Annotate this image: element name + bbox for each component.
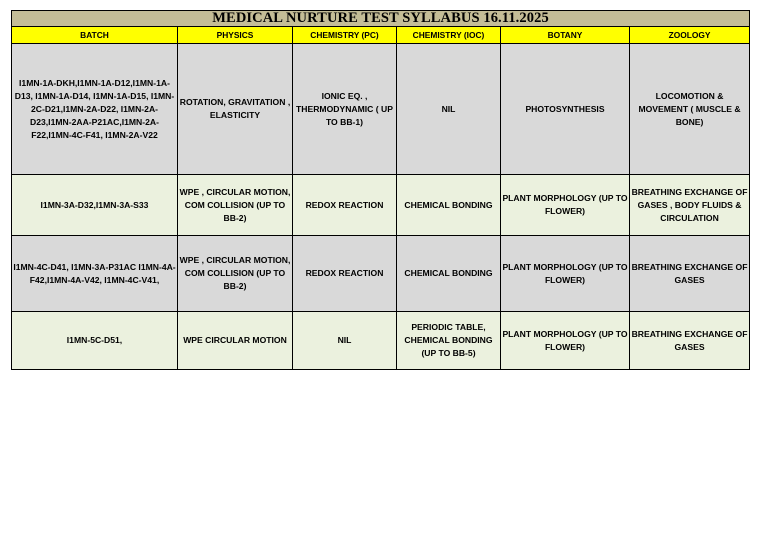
chemistry-pc-cell: IONIC EQ. , THERMODYNAMIC ( UP TO BB-1) [293,44,397,175]
batch-cell: I1MN-1A-DKH,I1MN-1A-D12,I1MN-1A-D13, I1MN-1A-D14, I1MN-1A-D15, I1MN-2C-D21,I1MN-2A-D22, I1MN-2A-D23,I1MN-2AA-P21AC,I1MN-2A-F22,I1MN-4C-F41, I1MN-2A-V22 [12,44,178,175]
zoology-cell: BREATHING EXCHANGE OF GASES , BODY FLUIDS & CIRCULATION [630,175,750,236]
table-row [12,312,750,370]
chemistry-ioc-cell: NIL [397,44,501,175]
header-chemistry-ioc: CHEMISTRY (IOC) [397,27,501,44]
sheet-title: MEDICAL NURTURE TEST SYLLABUS 16.11.2025 [12,11,750,27]
zoology-cell: LOCOMOTION & MOVEMENT ( MUSCLE & BONE) [630,44,750,175]
batch-cell: I1MN-3A-D32,I1MN-3A-S33 [12,175,178,236]
chemistry-pc-cell: REDOX REACTION [293,175,397,236]
chemistry-pc-cell: NIL [293,312,397,370]
table-row [12,44,750,175]
batch-cell: I1MN-4C-D41, I1MN-3A-P31AC I1MN-4A-F42,I1MN-4A-V42, I1MN-4C-V41, [12,236,178,312]
header-physics: PHYSICS [178,27,293,44]
header-chemistry-pc: CHEMISTRY (PC) [293,27,397,44]
chemistry-ioc-cell: CHEMICAL BONDING [397,236,501,312]
physics-cell: WPE , CIRCULAR MOTION, COM COLLISION (UP TO BB-2) [178,175,293,236]
physics-cell: WPE , CIRCULAR MOTION, COM COLLISION (UP TO BB-2) [178,236,293,312]
header-row [12,27,750,44]
zoology-cell: BREATHING EXCHANGE OF GASES [630,312,750,370]
zoology-cell: BREATHING EXCHANGE OF GASES [630,236,750,312]
chemistry-ioc-cell: CHEMICAL BONDING [397,175,501,236]
header-botany: BOTANY [501,27,630,44]
chemistry-ioc-cell: PERIODIC TABLE, CHEMICAL BONDING (UP TO BB-5) [397,312,501,370]
botany-cell: PHOTOSYNTHESIS [501,44,630,175]
physics-cell: ROTATION, GRAVITATION , ELASTICITY [178,44,293,175]
botany-cell: PLANT MORPHOLOGY (UP TO FLOWER) [501,236,630,312]
physics-cell: WPE CIRCULAR MOTION [178,312,293,370]
syllabus-table [11,10,750,370]
botany-cell: PLANT MORPHOLOGY (UP TO FLOWER) [501,312,630,370]
table-row [12,175,750,236]
table-row [12,236,750,312]
batch-cell: I1MN-5C-D51, [12,312,178,370]
header-zoology: ZOOLOGY [630,27,750,44]
header-batch: BATCH [12,27,178,44]
botany-cell: PLANT MORPHOLOGY (UP TO FLOWER) [501,175,630,236]
chemistry-pc-cell: REDOX REACTION [293,236,397,312]
title-row [12,11,750,27]
